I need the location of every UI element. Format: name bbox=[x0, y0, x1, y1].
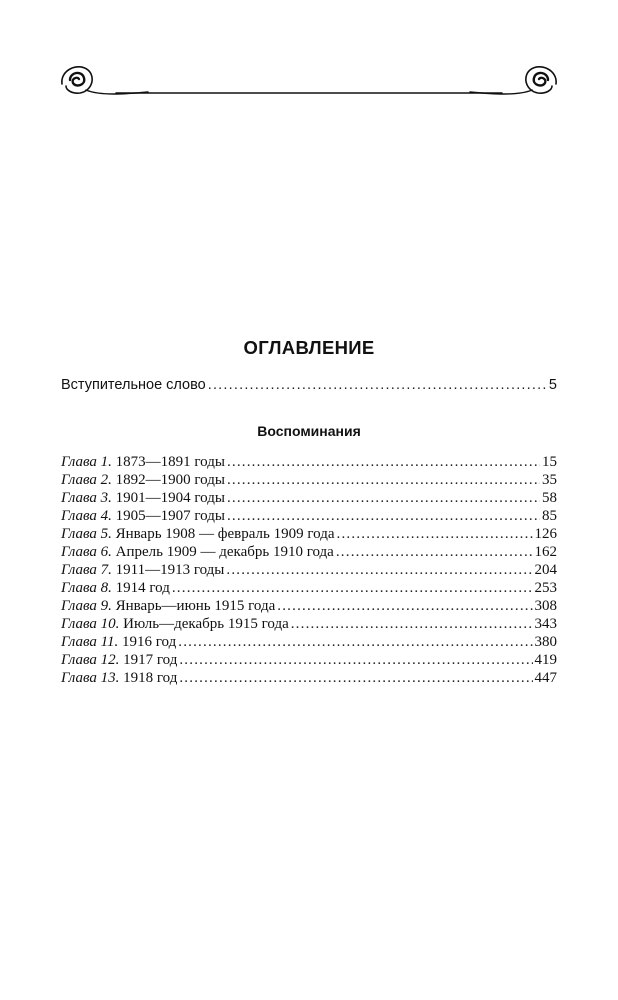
toc-entry-chapter-6[interactable] bbox=[61, 543, 557, 561]
toc-entry-chapter-8[interactable] bbox=[61, 579, 557, 597]
chapter-title: 1905—1907 годы bbox=[115, 508, 225, 524]
dot-leader bbox=[178, 633, 532, 651]
toc-entry-chapter-1[interactable] bbox=[61, 453, 557, 471]
chapter-prefix: Глава 5. bbox=[61, 526, 112, 542]
toc-entry-chapter-13[interactable] bbox=[61, 669, 557, 687]
toc-entry-intro[interactable] bbox=[61, 376, 557, 394]
chapter-page: 162 bbox=[534, 544, 557, 560]
dot-leader bbox=[208, 376, 547, 394]
dot-leader bbox=[227, 507, 540, 525]
chapter-page: 380 bbox=[534, 634, 557, 650]
toc-entry-chapter-11[interactable] bbox=[61, 633, 557, 651]
chapter-title: Январь—июнь 1915 года bbox=[115, 598, 276, 614]
chapter-prefix: Глава 4. bbox=[61, 508, 112, 524]
chapter-title: 1914 год bbox=[115, 580, 170, 596]
chapter-prefix: Глава 8. bbox=[61, 580, 112, 596]
chapter-prefix: Глава 6. bbox=[61, 544, 112, 560]
chapter-title: 1873—1891 годы bbox=[115, 454, 225, 470]
chapter-title: Апрель 1909 — декабрь 1910 года bbox=[115, 544, 334, 560]
dot-leader bbox=[291, 615, 533, 633]
chapter-title: 1917 год bbox=[123, 652, 178, 668]
chapter-title: 1911—1913 годы bbox=[115, 562, 225, 578]
chapter-prefix: Глава 1. bbox=[61, 454, 112, 470]
chapter-prefix: Глава 10. bbox=[61, 616, 120, 632]
toc-entry-chapter-3[interactable] bbox=[61, 489, 557, 507]
chapter-page: 126 bbox=[534, 526, 557, 542]
section-heading: Воспоминания bbox=[257, 423, 361, 439]
header-ornament bbox=[56, 58, 562, 100]
chapter-title: Июль—декабрь 1915 года bbox=[123, 616, 289, 632]
dot-leader bbox=[227, 489, 540, 507]
toc-entry-chapter-10[interactable] bbox=[61, 615, 557, 633]
chapter-page: 15 bbox=[542, 454, 557, 470]
dot-leader bbox=[179, 669, 532, 687]
chapter-title: 1916 год bbox=[122, 634, 177, 650]
toc-entry-chapter-9[interactable] bbox=[61, 597, 557, 615]
chapter-page: 343 bbox=[534, 616, 557, 632]
chapter-prefix: Глава 11. bbox=[61, 634, 119, 650]
dot-leader bbox=[179, 651, 532, 669]
dot-leader bbox=[336, 543, 533, 561]
chapter-prefix: Глава 3. bbox=[61, 490, 112, 506]
chapter-prefix: Глава 12. bbox=[61, 652, 120, 668]
chapter-page: 58 bbox=[542, 490, 557, 506]
chapter-page: 85 bbox=[542, 508, 557, 524]
chapter-page: 35 bbox=[542, 472, 557, 488]
toc-entry-chapter-5[interactable] bbox=[61, 525, 557, 543]
chapter-list bbox=[0, 453, 618, 687]
chapter-page: 308 bbox=[534, 598, 557, 614]
dot-leader bbox=[337, 525, 533, 543]
toc-entry-chapter-7[interactable] bbox=[61, 561, 557, 579]
chapter-prefix: Глава 2. bbox=[61, 472, 112, 488]
toc-entry-chapter-12[interactable] bbox=[61, 651, 557, 669]
chapter-prefix: Глава 7. bbox=[61, 562, 112, 578]
toc-entry-chapter-4[interactable] bbox=[61, 507, 557, 525]
dot-leader bbox=[227, 453, 540, 471]
chapter-page: 204 bbox=[534, 562, 557, 578]
dot-leader bbox=[172, 579, 533, 597]
chapter-page: 447 bbox=[534, 670, 557, 686]
chapter-title: 1892—1900 годы bbox=[115, 472, 225, 488]
chapter-title: 1901—1904 годы bbox=[115, 490, 225, 506]
toc-entry-chapter-2[interactable] bbox=[61, 471, 557, 489]
dot-leader bbox=[226, 561, 532, 579]
chapter-page: 253 bbox=[534, 580, 557, 596]
toc-entry-label: Вступительное слово bbox=[61, 377, 206, 393]
dot-leader bbox=[227, 471, 540, 489]
chapter-prefix: Глава 13. bbox=[61, 670, 120, 686]
dot-leader bbox=[277, 597, 532, 615]
chapter-title: Январь 1908 — февраль 1909 года bbox=[115, 526, 335, 542]
chapter-prefix: Глава 9. bbox=[61, 598, 112, 614]
toc-title: ОГЛАВЛЕНИЕ bbox=[243, 337, 375, 358]
toc-entry-page: 5 bbox=[548, 377, 557, 393]
chapter-title: 1918 год bbox=[123, 670, 178, 686]
chapter-page: 419 bbox=[534, 652, 557, 668]
